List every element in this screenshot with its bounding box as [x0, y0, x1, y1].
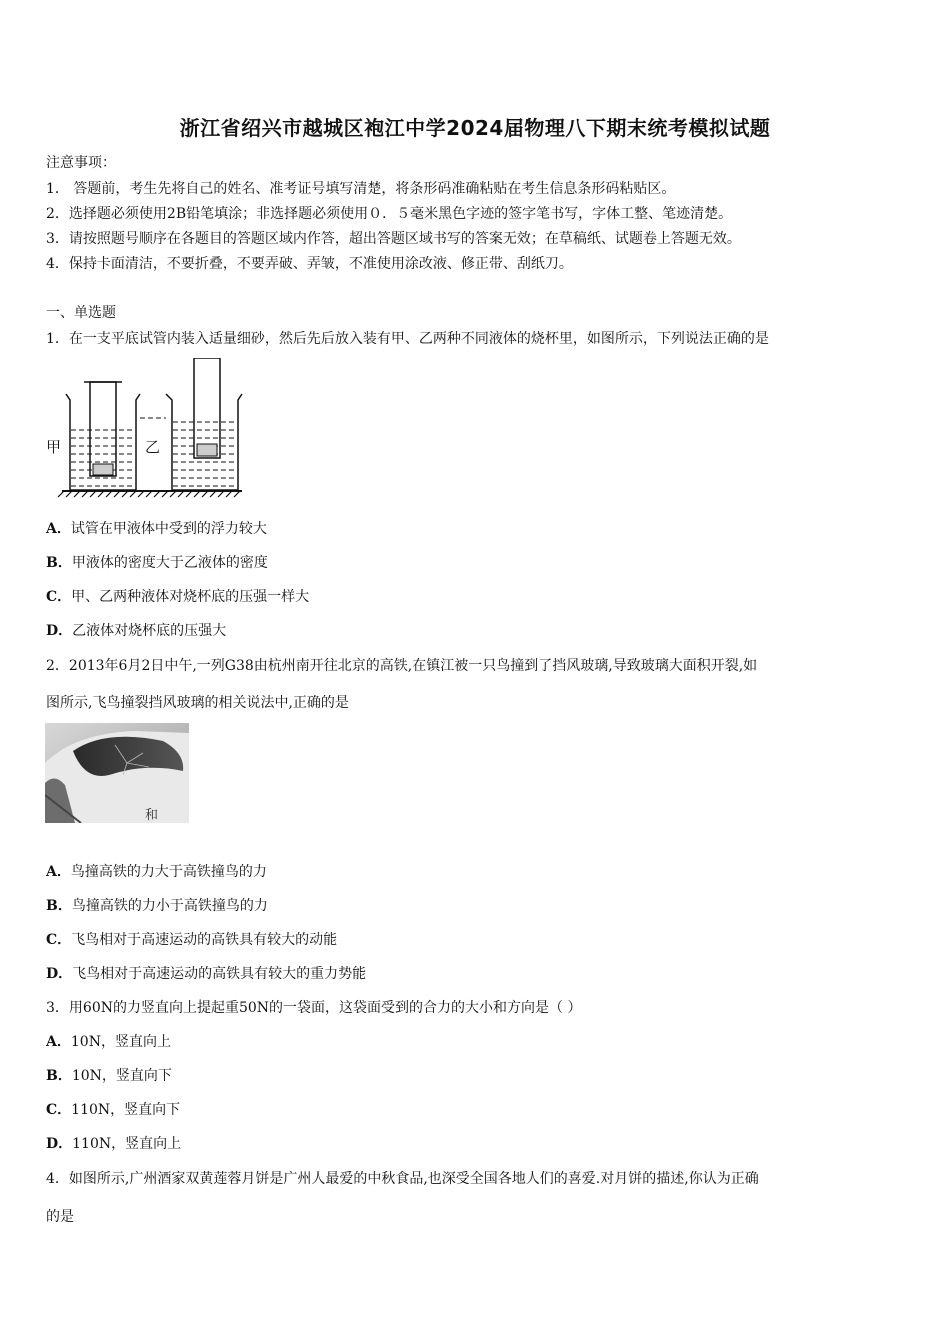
question-3-option-d[interactable]: D．110N，竖直向上	[46, 1136, 182, 1152]
question-4-stem-line-1: 4．如图所示,广州酒家双黄莲蓉月饼是广州人最爱的中秋食品,也深受全国各地人们的喜爱.对月饼的描述,你认为正确	[46, 1171, 759, 1187]
notice-item-4: 4．保持卡面清洁，不要折叠，不要弄破、弄皱，不准使用涂改液、修正带、刮纸刀。	[46, 256, 573, 272]
notice-heading: 注意事项：	[46, 155, 116, 171]
question-3-option-b[interactable]: B．10N，竖直向下	[46, 1068, 172, 1084]
train-windshield-photo	[45, 723, 189, 823]
notice-item-3: 3．请按照题号顺序在各题目的答题区域内作答，超出答题区域书写的答案无效；在草稿纸、试题卷上答题无效。	[46, 231, 741, 247]
question-2-option-d[interactable]: D．飞鸟相对于高速运动的高铁具有较大的重力势能	[46, 966, 367, 982]
notice-item-2: 2．选择题必须使用2B铅笔填涂；非选择题必须使用０．５毫米黑色字迹的签字笔书写，字体工整、笔迹清楚。	[46, 206, 733, 222]
question-2-stem-line-2: 图所示,飞鸟撞裂挡风玻璃的相关说法中,正确的是	[46, 695, 349, 711]
question-1-option-a[interactable]: A．试管在甲液体中受到的浮力较大	[46, 521, 267, 537]
question-1-option-b[interactable]: B．甲液体的密度大于乙液体的密度	[46, 555, 268, 571]
label-jia: 甲	[46, 438, 62, 456]
page-title: 浙江省绍兴市越城区袍江中学2024届物理八下期末统考模拟试题	[179, 116, 771, 140]
question-1-stem: 1．在一支平底试管内装入适量细砂，然后先后放入装有甲、乙两种不同液体的烧杯里，如图所示，下列说法正确的是	[46, 331, 769, 347]
question-2-option-b[interactable]: B．鸟撞高铁的力小于高铁撞鸟的力	[46, 898, 268, 914]
label-yi: 乙	[145, 438, 161, 456]
question-3-stem: 3．用60N的力竖直向上提起重50N的一袋面，这袋面受到的合力的大小和方向是（ ）	[46, 1000, 582, 1016]
notice-item-1: 1． 答题前，考生先将自己的姓名、准考证号填写清楚，将条形码准确粘贴在考生信息条形码粘贴区。	[46, 181, 676, 197]
question-3-option-a[interactable]: A．10N，竖直向上	[46, 1034, 171, 1050]
section-heading: 一、单选题	[46, 305, 116, 321]
train-mark-label: 和	[145, 808, 159, 823]
question-4-stem-line-2: 的是	[46, 1209, 74, 1225]
question-1-option-d[interactable]: D．乙液体对烧杯底的压强大	[46, 623, 227, 639]
question-1-option-c[interactable]: C．甲、乙两种液体对烧杯底的压强一样大	[46, 589, 310, 605]
question-2-option-c[interactable]: C．飞鸟相对于高速运动的高铁具有较大的动能	[46, 932, 338, 948]
question-2-option-a[interactable]: A．鸟撞高铁的力大于高铁撞鸟的力	[46, 864, 267, 880]
test-tube-beakers-figure	[44, 358, 246, 498]
question-3-option-c[interactable]: C．110N，竖直向下	[46, 1102, 181, 1118]
question-2-stem-line-1: 2．2013年6月2日中午,一列G38由杭州南开往北京的高铁,在镇江被一只鸟撞到了挡风玻璃,导致玻璃大面积开裂,如	[46, 658, 758, 674]
